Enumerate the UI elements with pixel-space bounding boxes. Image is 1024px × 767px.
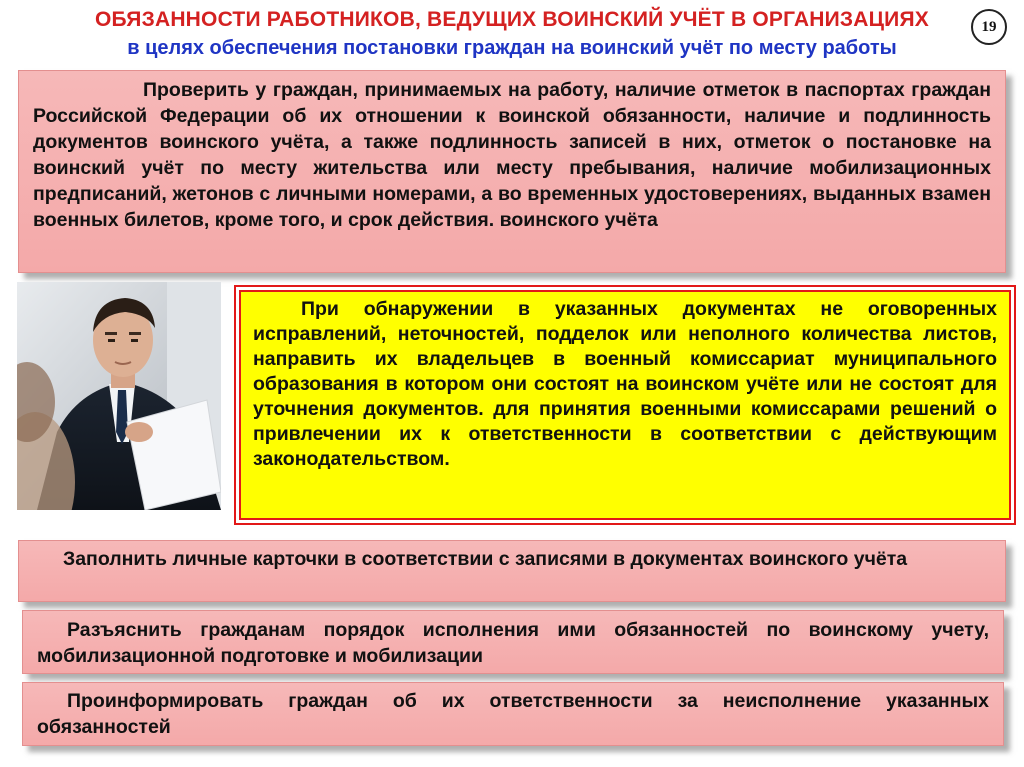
fill-cards-block bbox=[18, 540, 1006, 602]
discrepancies-text: При обнаружении в указанных документах не оговоренных исправлений, неточностей, подделок или неполного количества листов, направить их владельцев в военный комиссариат муниципального образования в котором они состоят на воинском учёте или не состоят для уточнения документов. для принятия военными комиссарами решений о привлечении их к ответственности в соответствии с действующим законодательством. bbox=[253, 298, 997, 470]
check-documents-text: Проверить у граждан, принимаемых на работу, наличие отметок в паспортах граждан Российской Федерации об их отношении к воинской обязанности, наличие и подлинность документов воинского учёта, а также подлинность записей в них, отметок о постановке на воинский учёт по месту жительства или месту пребывания, наличие мобилизационных предписаний, жетонов с личными номерами, а во временных удостоверениях, выданных взамен военных билетов, кроме того, и срок действия. воинского учёта bbox=[33, 79, 991, 231]
discrepancies-block bbox=[234, 285, 1016, 525]
page-number-badge bbox=[971, 9, 1007, 45]
inform-responsibility-block bbox=[22, 682, 1004, 746]
fill-cards-text: Заполнить личные карточки в соответствии с записями в документах воинского учёта bbox=[63, 548, 908, 570]
page-subtitle: в целях обеспечения постановки граждан на воинский учёт по месту работы bbox=[127, 37, 897, 59]
explain-duties-block bbox=[22, 610, 1004, 674]
check-documents-block bbox=[18, 70, 1006, 273]
inform-responsibility-text: Проинформировать граждан об их ответственности за неисполнение указанных обязанностей bbox=[37, 690, 989, 738]
businessman-photo bbox=[17, 282, 221, 510]
discrepancies-inner bbox=[239, 290, 1011, 520]
page-title: ОБЯЗАННОСТИ РАБОТНИКОВ, ВЕДУЩИХ ВОИНСКИЙ УЧЁТ В ОРГАНИЗАЦИЯХ bbox=[95, 8, 929, 31]
page-number: 19 bbox=[981, 18, 997, 35]
explain-duties-text: Разъяснить гражданам порядок исполнения ими обязанностей по воинскому учету, мобилизационной подготовке и мобилизации bbox=[37, 619, 989, 667]
